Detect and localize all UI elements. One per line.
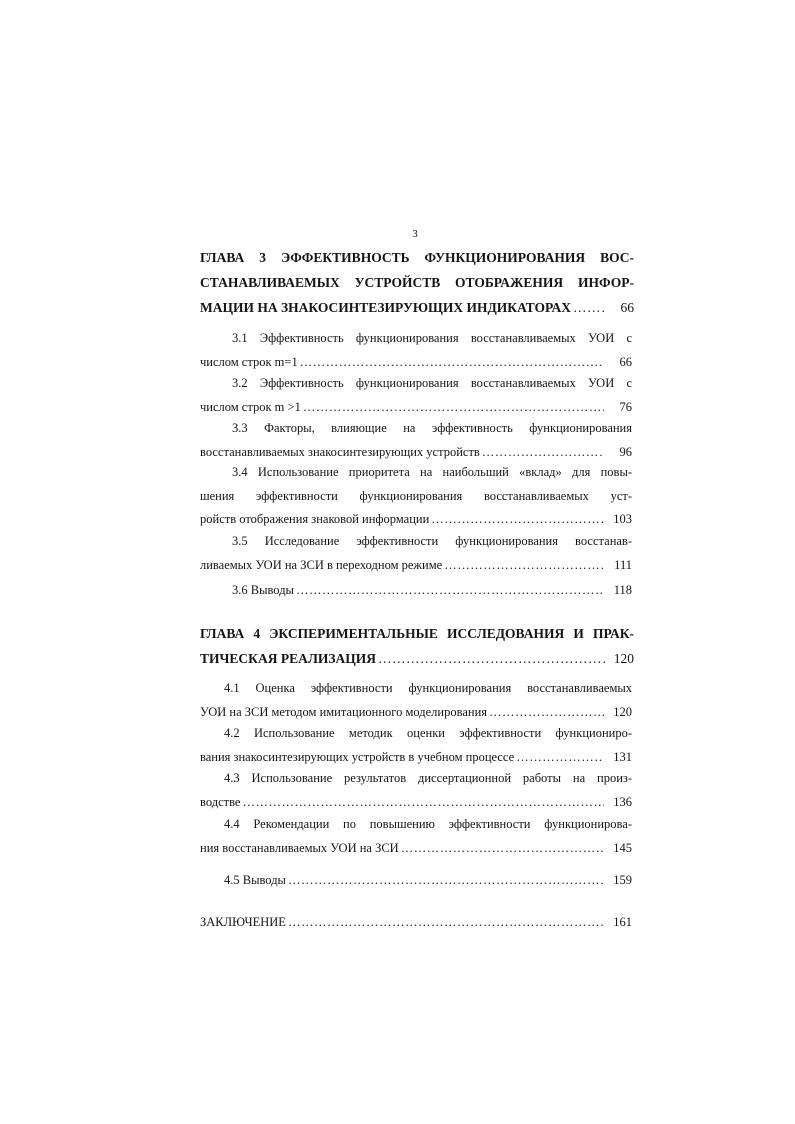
chapter-3-page: 66 — [620, 300, 634, 315]
entry-4-5-page: 159 — [613, 873, 632, 887]
chapter-4-heading — [200, 621, 634, 671]
entry-4-3-page: 136 — [613, 794, 632, 809]
entry-4-4-page: 145 — [613, 840, 632, 855]
toc-entry-4-4: 4.4 Рекомендации по повышению эффективности функционирова- ния восстанавливаемых УОИ на ЗСИ …………………………………………………………………………………………………………………………………………………… 145 — [200, 813, 632, 860]
toc-entry-3-1: 3.1 Эффективность функционирования восстанавливаемых УОИ с числом строк m=1 …………………………………………………………………………………………………………………………………………………… 66 — [200, 327, 632, 374]
entry-4-2-page: 131 — [613, 749, 632, 764]
toc-entry-4-5: 4.5 Выводы …………………………………………………………………………………………………………………………………………………… 159 — [200, 869, 632, 893]
leader-dots — [288, 911, 604, 935]
leader-dots — [296, 579, 604, 603]
entry-3-1-page: 66 — [619, 354, 632, 369]
entry-3-2-page: 76 — [619, 399, 632, 414]
toc-entry-4-1: 4.1 Оценка эффективности функционирования восстанавливаемых УОИ на ЗСИ методом имитационного моделирования …………………………………………………………………………………………………………………………………………………… 120 — [200, 677, 632, 724]
leader-dots — [516, 746, 604, 770]
leader-dots — [444, 554, 604, 578]
chapter-4-line-1: ГЛАВА 4 ЭКСПЕРИМЕНТАЛЬНЫЕ ИССЛЕДОВАНИЯ И ПРАК- — [200, 626, 634, 641]
chapter-4-line-2: ТИЧЕСКАЯ РЕАЛИЗАЦИЯ …………………………………………………………………………………………………………………………………………………… 120 — [200, 646, 634, 671]
entry-3-6-page: 118 — [613, 583, 632, 597]
entry-3-4-page: 103 — [613, 512, 632, 526]
leader-dots — [300, 351, 604, 375]
chapter-3-line-2: СТАНАВЛИВАЕМЫХ УСТРОЙСТВ ОТОБРАЖЕНИЯ ИНФОР- — [200, 275, 634, 290]
entry-3-3-page: 96 — [619, 444, 632, 459]
chapter-3-line-3: МАЦИИ НА ЗНАКОСИНТЕЗИРУЮЩИХ ИНДИКАТОРАХ …………………………………………………………………………………………………………………………………………………… 66 — [200, 295, 634, 320]
leader-dots — [401, 837, 604, 861]
toc-entry-conclusion: ЗАКЛЮЧЕНИЕ …………………………………………………………………………………………………………………………………………………… 161 — [200, 911, 632, 935]
toc-entry-4-2: 4.2 Использование методик оценки эффективности функциониро- вания знакосинтезирующих устройств в учебном процессе …………………………………………………………………………………………………………………………………………………… 131 — [200, 722, 632, 769]
chapter-3-line-1: ГЛАВА 3 ЭФФЕКТИВНОСТЬ ФУНКЦИОНИРОВАНИЯ ВОС- — [200, 250, 634, 265]
toc-entry-3-4: 3.4 Использование приоритета на наибольший «вклад» для повы- шения эффективности функционирования восстанавливаемых уст- ройств отображения знаковой информации …………………………………………………………………………………………………………………………………………………… 103 — [200, 461, 632, 532]
entry-3-5-page: 111 — [614, 557, 632, 572]
toc-entry-3-5: 3.5 Исследование эффективности функционирования восстанав- ливаемых УОИ на ЗСИ в переходном режиме …………………………………………………………………………………………………………………………………………………… 111 — [200, 530, 632, 577]
toc-entry-3-6: 3.6 Выводы …………………………………………………………………………………………………………………………………………………… 118 — [200, 579, 632, 603]
chapter-4-page: 120 — [613, 651, 634, 666]
leader-dots — [489, 701, 604, 725]
leader-dots — [431, 508, 604, 532]
toc-entry-3-3: 3.3 Факторы, влияющие на эффективность функционирования восстанавливаемых знакосинтезирующих устройств …………………………………………………………………………………………………………………………………………………… 96 — [200, 417, 632, 464]
toc-entry-4-3: 4.3 Использование результатов диссертационной работы на произ- водстве …………………………………………………………………………………………………………………………………………………… 136 — [200, 767, 632, 814]
toc-entry-3-2: 3.2 Эффективность функционирования восстанавливаемых УОИ с числом строк m >1 …………………………………………………………………………………………………………………………………………………… 76 — [200, 372, 632, 419]
page-number: 3 — [412, 228, 418, 240]
entry-4-1-page: 120 — [613, 704, 632, 719]
leader-dots — [573, 295, 606, 320]
chapter-3-heading — [200, 245, 634, 320]
conclusion-page: 161 — [613, 915, 632, 929]
leader-dots — [303, 396, 604, 420]
leader-dots — [242, 791, 604, 815]
leader-dots — [288, 869, 604, 893]
leader-dots — [378, 646, 606, 671]
